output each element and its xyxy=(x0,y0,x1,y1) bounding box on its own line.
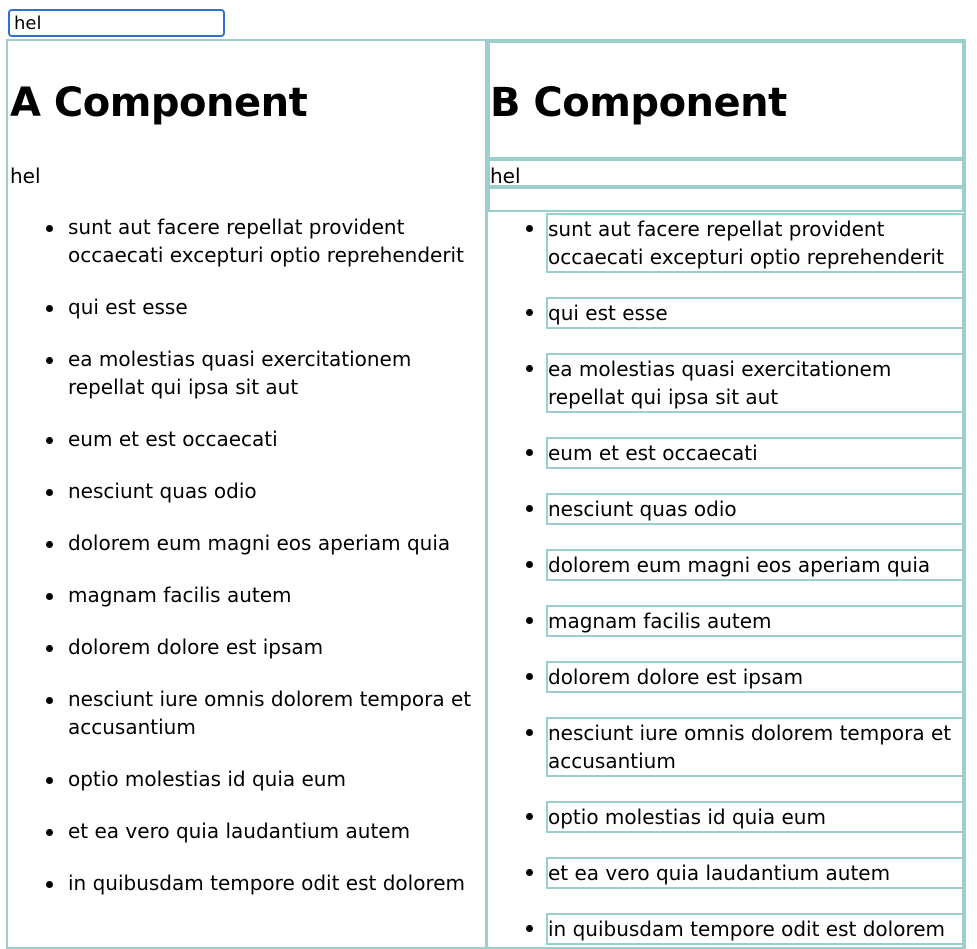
list-item xyxy=(8,869,485,897)
list-item xyxy=(488,913,964,945)
bullet-icon xyxy=(526,561,533,568)
list-item-text: nesciunt quas odio xyxy=(68,479,257,503)
component-b-panel xyxy=(486,39,966,949)
component-a-title: A Component xyxy=(10,80,308,126)
list-item-text: magnam facilis autem xyxy=(68,583,292,607)
bullet-icon xyxy=(526,449,533,456)
bullet-icon xyxy=(526,505,533,512)
list-item xyxy=(488,437,964,469)
bullet-icon xyxy=(526,309,533,316)
component-b-title: B Component xyxy=(490,80,787,126)
list-item xyxy=(488,493,964,525)
list-item xyxy=(8,213,485,269)
bullet-icon xyxy=(526,225,533,232)
bullet-icon xyxy=(46,225,53,232)
list-item-text: eum et est occaecati xyxy=(68,427,278,451)
list-item xyxy=(8,345,485,401)
list-item-text: optio molestias id quia eum xyxy=(546,801,964,833)
bullet-icon xyxy=(46,697,53,704)
list-item xyxy=(488,605,964,637)
component-b-query-box xyxy=(488,159,964,187)
bullet-icon xyxy=(526,869,533,876)
bullet-icon xyxy=(526,617,533,624)
list-item xyxy=(8,477,485,505)
bullet-icon xyxy=(46,305,53,312)
list-item-text: dolorem dolore est ipsam xyxy=(546,661,964,693)
list-item xyxy=(8,581,485,609)
list-item-text: et ea vero quia laudantium autem xyxy=(68,819,411,843)
list-item-text: dolorem eum magni eos aperiam quia xyxy=(68,531,451,555)
bullet-icon xyxy=(46,829,53,836)
list-item-text: in quibusdam tempore odit est dolorem xyxy=(546,913,964,945)
list-item-text: qui est esse xyxy=(546,297,964,329)
bullet-icon xyxy=(526,673,533,680)
list-item xyxy=(8,685,485,741)
list-item xyxy=(8,817,485,845)
list-item xyxy=(488,549,964,581)
bullet-icon xyxy=(46,881,53,888)
component-b-spacer-box xyxy=(488,187,964,212)
list-item xyxy=(8,293,485,321)
component-a-panel xyxy=(6,39,487,949)
bullet-icon xyxy=(46,437,53,444)
bullet-icon xyxy=(46,357,53,364)
list-item-text: et ea vero quia laudantium autem xyxy=(546,857,964,889)
list-item xyxy=(8,425,485,453)
list-item xyxy=(488,661,964,693)
list-item-text: sunt aut facere repellat provident occaecati excepturi optio reprehenderit xyxy=(546,213,964,273)
component-a-post-list xyxy=(8,213,485,921)
component-b-post-list xyxy=(488,213,964,949)
list-item xyxy=(488,717,964,777)
bullet-icon xyxy=(526,365,533,372)
list-item-text: dolorem dolore est ipsam xyxy=(68,635,324,659)
list-item-text: dolorem eum magni eos aperiam quia xyxy=(546,549,964,581)
bullet-icon xyxy=(526,925,533,932)
list-item xyxy=(488,801,964,833)
list-item-text: ea molestias quasi exercitationem repellat qui ipsa sit aut xyxy=(546,353,964,413)
bullet-icon xyxy=(46,489,53,496)
list-item-text: nesciunt iure omnis dolorem tempora et accusantium xyxy=(546,717,964,777)
component-b-query-text: hel xyxy=(490,164,521,188)
bullet-icon xyxy=(46,593,53,600)
list-item xyxy=(488,297,964,329)
list-item-text: qui est esse xyxy=(68,295,188,319)
bullet-icon xyxy=(526,729,533,736)
search-input[interactable] xyxy=(8,9,225,37)
bullet-icon xyxy=(46,777,53,784)
list-item-text: in quibusdam tempore odit est dolorem xyxy=(68,871,466,895)
list-item xyxy=(488,353,964,413)
list-item-text: sunt aut facere repellat provident occaecati excepturi optio reprehenderit xyxy=(68,215,464,267)
list-item xyxy=(488,213,964,273)
list-item-text: ea molestias quasi exercitationem repellat qui ipsa sit aut xyxy=(68,347,412,399)
list-item-text: nesciunt iure omnis dolorem tempora et accusantium xyxy=(68,687,472,739)
component-a-query-text: hel xyxy=(10,164,41,188)
list-item xyxy=(488,857,964,889)
list-item-text: optio molestias id quia eum xyxy=(68,767,346,791)
list-item xyxy=(8,633,485,661)
bullet-icon xyxy=(526,813,533,820)
list-item xyxy=(8,765,485,793)
list-item xyxy=(8,529,485,557)
bullet-icon xyxy=(46,541,53,548)
bullet-icon xyxy=(46,645,53,652)
list-item-text: magnam facilis autem xyxy=(546,605,964,637)
list-item-text: eum et est occaecati xyxy=(546,437,964,469)
list-item-text: nesciunt quas odio xyxy=(546,493,964,525)
